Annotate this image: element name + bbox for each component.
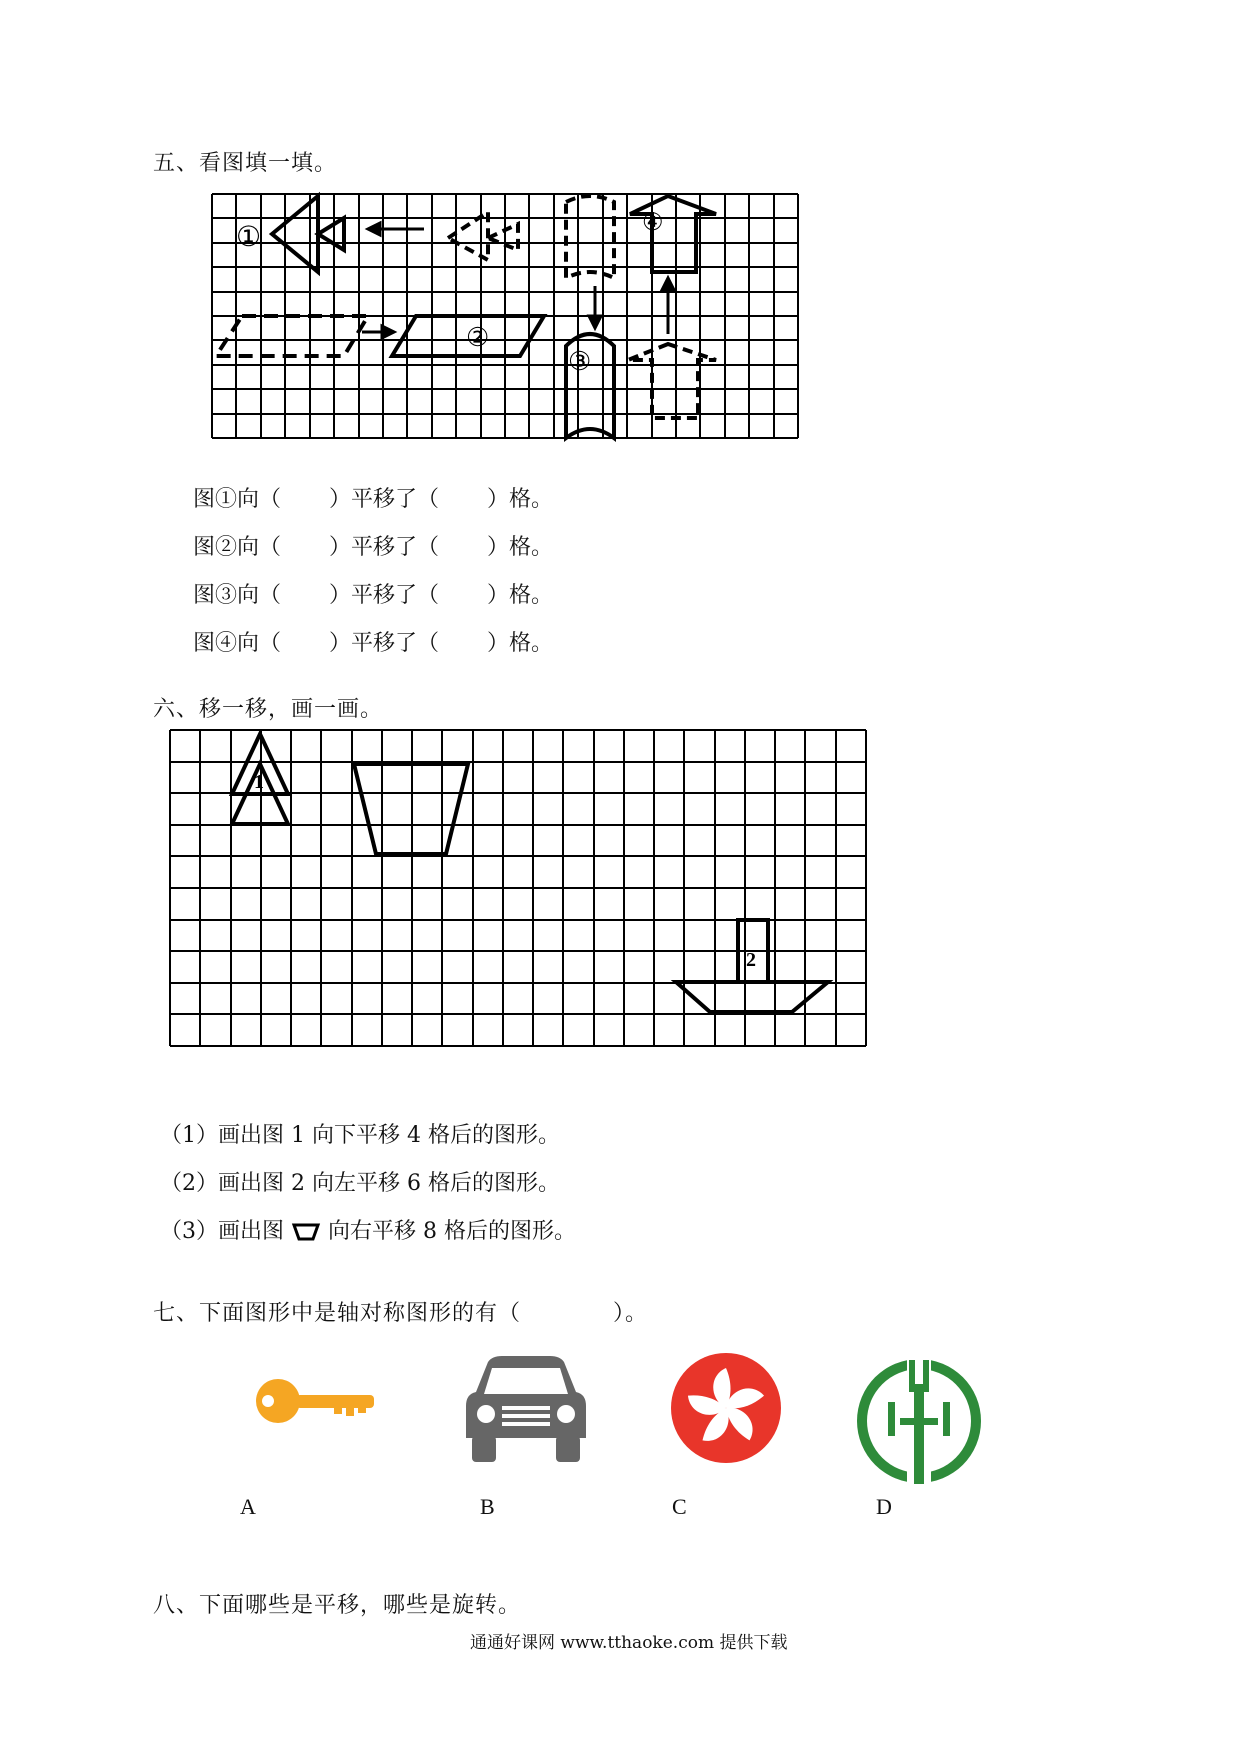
agricultural-bank-logo-icon	[848, 1358, 990, 1484]
option-b-label[interactable]: B	[480, 1494, 495, 1519]
grid-figure-translation	[212, 194, 798, 438]
figure-2-dashed	[216, 316, 368, 356]
section8-title: 八、下面哪些是平移，哪些是旋转。	[153, 1593, 522, 1618]
figure-4-dashed	[628, 344, 716, 418]
grid-drawing-area[interactable]	[170, 730, 866, 1046]
arrow-left-icon	[368, 223, 424, 235]
label-circled-1: ①	[236, 220, 262, 253]
label-figure-1: 1	[254, 771, 264, 793]
label-circled-2: ②	[466, 323, 490, 353]
label-figure-2: 2	[746, 949, 756, 971]
fill-row-1: 图①向（ ）平移了（ ）格。	[193, 487, 554, 512]
footer-credit: 通通好课网 www.tthaoke.com 提供下载	[470, 1633, 788, 1653]
section6-title: 六、移一移，画一画。	[153, 697, 384, 722]
label-circled-4: ④	[642, 208, 664, 236]
fill-row-3: 图③向（ ）平移了（ ）格。	[193, 583, 554, 608]
task-1: （1）画出图 1 向下平移 4 格后的图形。	[160, 1123, 560, 1148]
arrow-right-icon	[362, 326, 394, 338]
fill-row-2: 图②向（ ）平移了（ ）格。	[193, 535, 554, 560]
figure-3-dashed	[566, 196, 614, 278]
figure-1-dashed	[448, 212, 518, 260]
task-3: （3）画出图 向右平移 8 格后的图形。	[160, 1219, 576, 1244]
car-icon	[462, 1354, 590, 1464]
task-2: （2）画出图 2 向左平移 6 格后的图形。	[160, 1171, 560, 1196]
section5-title: 五、看图填一填。	[153, 151, 338, 176]
arrow-up-icon	[662, 278, 674, 334]
key-icon	[252, 1370, 376, 1432]
option-a-label[interactable]: A	[240, 1494, 256, 1519]
option-d-label[interactable]: D	[876, 1494, 892, 1519]
section7-title: 七、下面图形中是轴对称图形的有（ ）。	[153, 1301, 649, 1326]
bauhinia-flag-icon	[670, 1352, 782, 1464]
fill-row-4: 图④向（ ）平移了（ ）格。	[193, 631, 554, 656]
option-c-label[interactable]: C	[672, 1494, 687, 1519]
trapezoid-icon	[291, 1221, 321, 1243]
label-circled-3: ③	[568, 347, 592, 377]
